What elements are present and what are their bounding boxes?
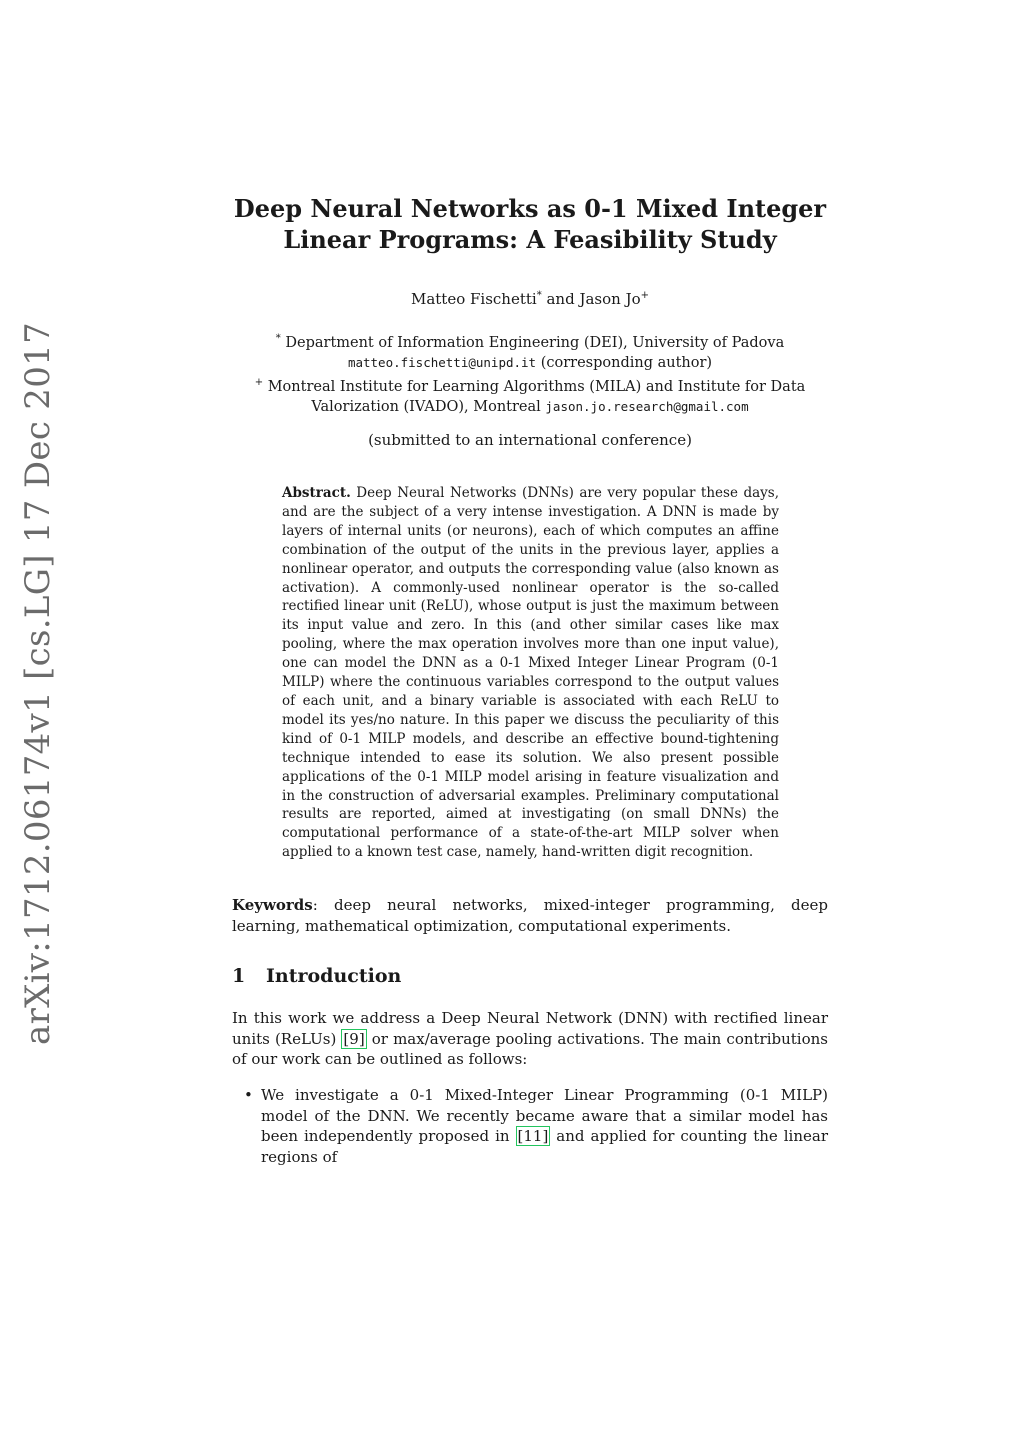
affiliation-2-line-1: Montreal Institute for Learning Algorithms (MILA) and Institute for Data — [263, 378, 806, 395]
affiliation-1 — [200, 329, 860, 353]
contribution-list-item — [232, 1085, 828, 1167]
intro-text-1: In this work we address a Deep Neural Network (DNN) with rectified linear units (ReLUs) — [232, 1009, 828, 1048]
author-2-mark: + — [640, 290, 650, 301]
corresponding-note: (corresponding author) — [536, 354, 713, 371]
author-list — [200, 290, 860, 308]
section-number: 1 — [232, 965, 246, 987]
bullet-text-1: We investigate a 0-1 Mixed-Integer Linear Programming (0-1 MILP) model of the DNN. We recently became aware that a similar model has been independently proposed in — [261, 1086, 828, 1145]
author-1-mark: * — [536, 290, 542, 301]
author-1-email-link[interactable]: matteo.fischetti@unipd.it — [347, 354, 537, 370]
affiliation-1-text: Department of Information Engineering (DEI), University of Padova — [280, 334, 785, 351]
affiliation-1-contact — [200, 353, 860, 373]
abstract-label: Abstract. — [282, 485, 351, 501]
bullet-icon: • — [244, 1086, 253, 1104]
bullet-text-2: and applied for counting the linear regions of — [261, 1127, 828, 1166]
author-1: Matteo Fischetti — [410, 290, 537, 308]
affiliation-2-contact — [200, 397, 860, 417]
author-connector: and — [541, 290, 580, 308]
section-title: Introduction — [266, 965, 402, 987]
citation-link-11[interactable]: [11] — [517, 1127, 549, 1145]
paper-title — [200, 193, 860, 255]
intro-text-2: or max/average pooling activations. The main contributions of our work can be outlined as follows: — [232, 1029, 828, 1068]
submission-note: (submitted to an international conference) — [368, 431, 692, 449]
abstract-text: Deep Neural Networks (DNNs) are very popular these days, and are the subject of a very intense investigation. A DNN is made by layers of internal units (or neurons), each of which computes an affine combination of the output of the units in the previous layer, applies a nonlinear operator, and outputs the corresponding value (also known as activation). A commonly-used nonlinear operator is the so-called rectified linear unit (ReLU), whose output is just the maximum between its input value and zero. In this (and other similar cases like max pooling, where the max operation involves more than one input value), one can model the DNN as a 0-1 Mixed Integer Linear Program (0-1 MILP) where the continuous variables correspond to the output values of each unit, and a binary variable is associated with each ReLU to model its yes/no nature. In this paper we discuss the peculiarity of this kind of 0-1 MILP models, and describe an effective bound-tightening technique intended to ease its solution. We also present possible applications of the 0-1 MILP model arising in feature visualization and in the construction of adversarial examples. Preliminary computational results are reported, aimed at investigating (on small DNNs) the computational performance of a state-of-the-art MILP solver when applied to a known test case, namely, hand-written digit recognition. — [282, 485, 779, 861]
title-line-2: Linear Programs: A Feasibility Study — [283, 225, 777, 254]
affiliation-2 — [200, 373, 860, 397]
contribution-text — [261, 1085, 828, 1167]
intro-paragraph — [232, 1008, 828, 1070]
affiliation-1-mark: * — [275, 333, 281, 344]
affiliation-2-line-2: Valorization (IVADO), Montreal — [311, 398, 546, 415]
author-2: Jason Jo — [579, 290, 641, 308]
section-heading — [232, 965, 401, 987]
citation-link-9[interactable]: [9] — [343, 1029, 365, 1048]
affiliation-2-mark: + — [254, 376, 264, 388]
keywords-text: : deep neural networks, mixed-integer programming, deep learning, mathematical optimization, computational experiments. — [232, 896, 828, 935]
arxiv-identifier-stamp: arXiv:1712.06174v1 [cs.LG] 17 Dec 2017 — [18, 321, 58, 1045]
author-2-email-link[interactable]: jason.jo.research@gmail.com — [545, 398, 749, 414]
abstract — [282, 484, 779, 862]
keywords-label: Keywords — [232, 896, 313, 914]
keywords — [232, 895, 828, 936]
affiliations — [200, 329, 860, 417]
title-line-1: Deep Neural Networks as 0-1 Mixed Integer — [233, 194, 827, 223]
